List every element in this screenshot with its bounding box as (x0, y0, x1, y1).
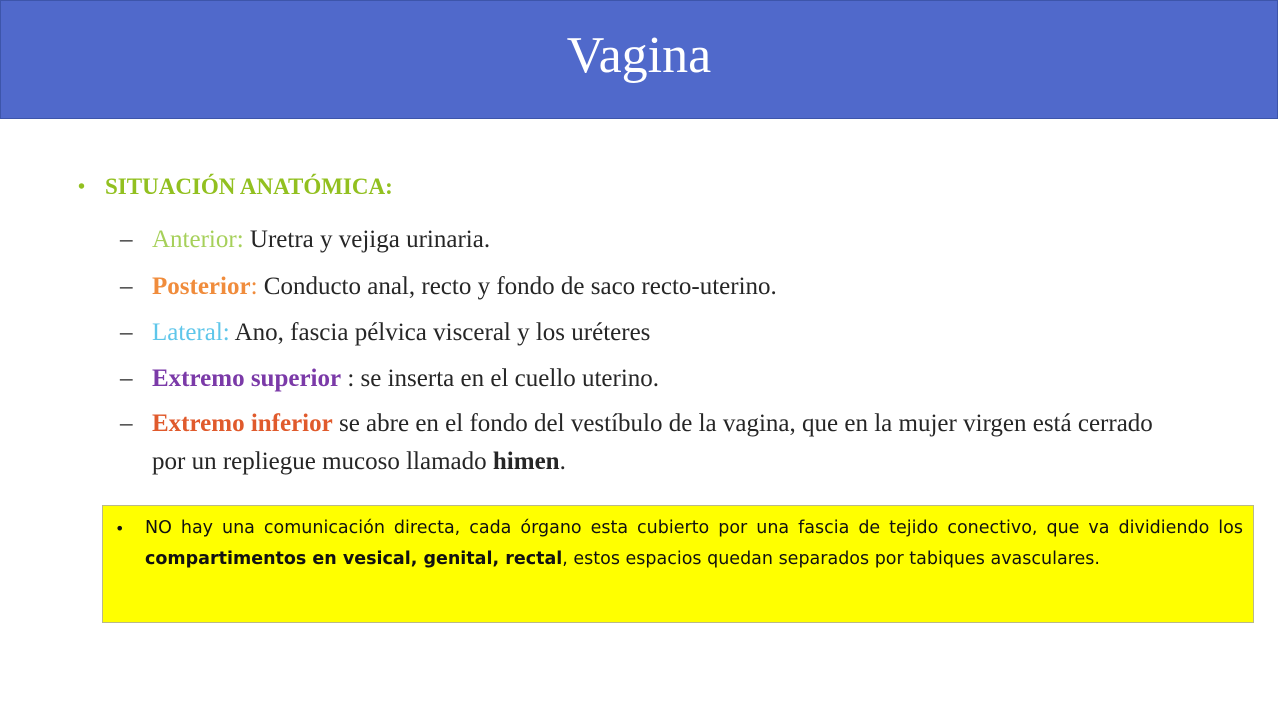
item-separator: : (236, 226, 244, 253)
item-end: . (559, 448, 566, 475)
list-item-text (152, 360, 1162, 398)
list-item-lateral (120, 314, 1162, 352)
note-box (102, 505, 1254, 623)
item-label: Extremo superior (152, 365, 342, 392)
note-text-post: , estos espacios quedan separados por tabiques avasculares. (562, 549, 1100, 569)
list-item-extremo-inferior (120, 405, 1162, 481)
item-separator: : (250, 273, 258, 300)
note-text-pre: NO hay una comunicación directa, cada órgano esta cubierto por una fascia de tejido conectivo, que va dividiendo los (145, 518, 1243, 538)
note-text (145, 513, 1243, 622)
list-item-text (152, 221, 1162, 259)
dash-icon: – (120, 365, 133, 392)
list-item-extremo-superior (120, 360, 1162, 398)
bullet-icon: • (78, 175, 86, 198)
item-label: Extremo inferior (152, 410, 333, 437)
item-bold-term: himen (492, 448, 560, 475)
list-item-posterior (120, 268, 1162, 306)
list-item-text (152, 314, 1162, 352)
dash-icon: – (120, 410, 133, 437)
slide-title: Vagina (566, 27, 712, 84)
list-item-text (152, 268, 1162, 306)
item-separator: : (222, 319, 230, 346)
item-body: Ano, fascia pélvica visceral y los uréteres (229, 319, 651, 346)
section-heading: SITUACIÓN ANATÓMICA: (105, 174, 393, 199)
item-body: : se inserta en el cuello uterino. (341, 365, 660, 392)
bullet-icon: • (115, 519, 125, 538)
item-label: Posterior (152, 273, 251, 300)
section-heading-row (78, 174, 393, 200)
note-text-bold: compartimentos en vesical, genital, rectal (145, 549, 563, 569)
dash-icon: – (120, 319, 133, 346)
dash-icon: – (120, 273, 133, 300)
item-body: se abre en el fondo del vestíbulo de la vagina, que en la mujer virgen está cerrado por un repliegue mucoso llamado (152, 410, 1153, 475)
title-bar (0, 0, 1278, 119)
list-item-text (152, 405, 1162, 481)
item-label: Anterior (152, 226, 237, 253)
item-body: Conducto anal, recto y fondo de saco recto-uterino. (257, 273, 777, 300)
list-item-anterior (120, 221, 1162, 259)
item-body: Uretra y vejiga urinaria. (243, 226, 491, 253)
dash-icon: – (120, 226, 133, 253)
item-label: Lateral (152, 319, 223, 346)
